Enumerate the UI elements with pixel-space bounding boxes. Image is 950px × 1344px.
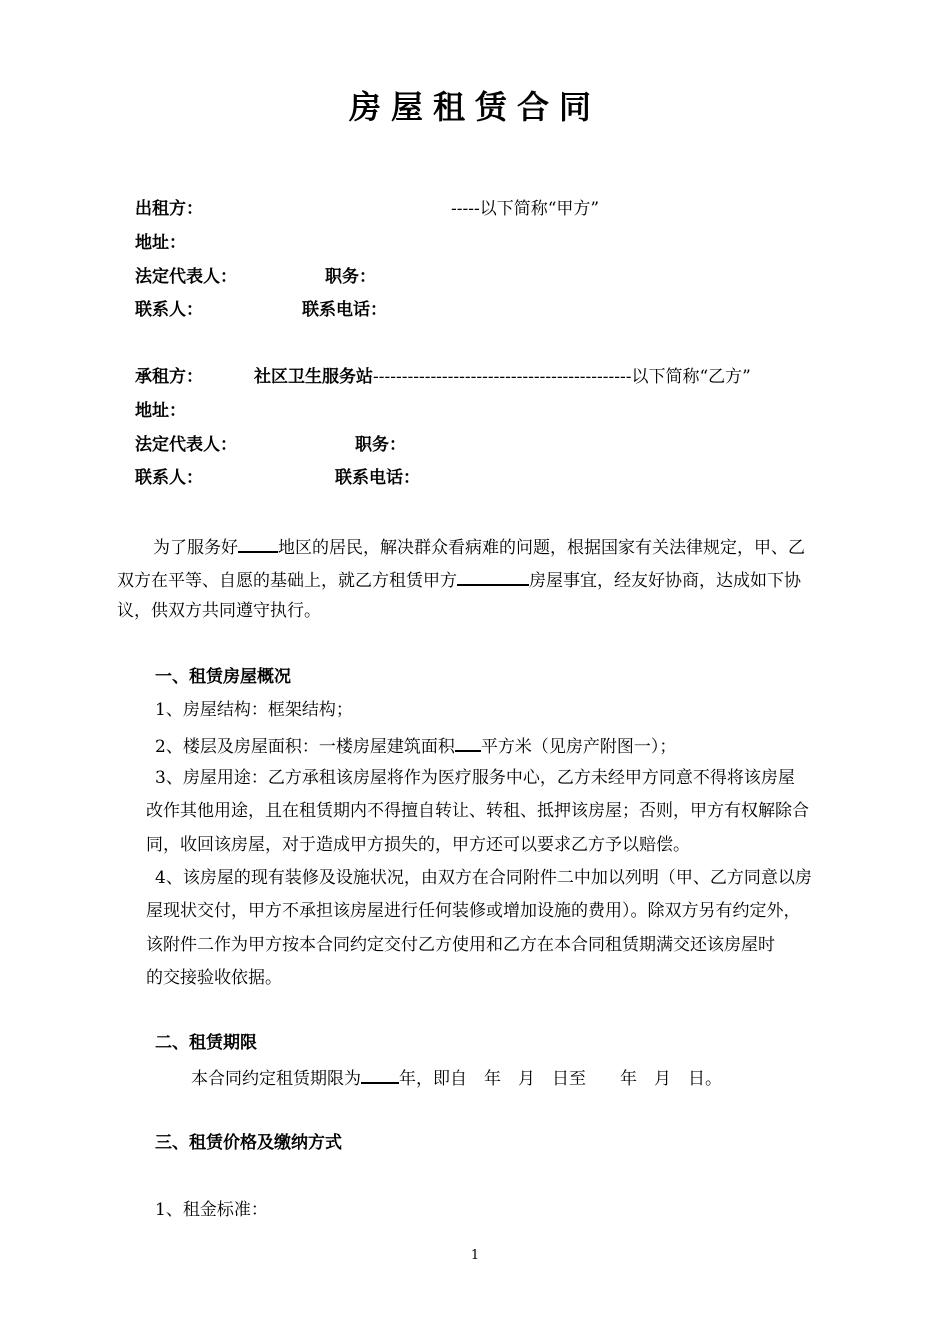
lessee-line (254, 366, 751, 388)
page-number: 1 (470, 1248, 480, 1263)
section-1-item-4-line-4: 的交接验收依据。 (146, 968, 282, 988)
document-title: 房屋租赁合同 (348, 88, 601, 126)
section-2-text: 本合同约定租赁期限为 年，即自 年 月 日至 年 月 日。 (191, 1065, 722, 1090)
section-1-item-2: 2、楼层及房屋面积：一楼房屋建筑面积 平方米（见房产附图一）； (155, 733, 676, 758)
lessor-address-label: 地址： (135, 233, 186, 253)
lessor-contact-label: 联系人： (135, 300, 203, 320)
section-1-item-3-line-2: 改作其他用途，且在租赁期内不得擅自转让、转租、抵押该房屋；否则，甲方有权解除合 (146, 801, 809, 821)
blank-property-field (457, 567, 529, 586)
lessee-alias: ---------------------------------------------以下简称“乙方” (373, 367, 751, 387)
lessor-rep-label: 法定代表人： (135, 267, 237, 287)
blank-area-field (238, 534, 278, 553)
blank-term-years-field (361, 1065, 399, 1084)
lessor-position-label: 职务： (325, 267, 376, 287)
lessor-label: 出租方： (135, 199, 203, 219)
section-1-item-3-line-3: 同，收回该房屋，对于造成甲方损失的，甲方还可以要求乙方予以赔偿。 (146, 835, 690, 855)
section-1-item-4-line-3: 该附件二作为甲方按本合同约定交付乙方使用和乙方在本合同租赁期满交还该房屋时 (146, 935, 775, 955)
intro-line-2: 双方在平等、自愿的基础上，就乙方租赁甲方 房屋事宜，经友好协商，达成如下协 (117, 567, 801, 592)
blank-area-size-field (455, 733, 481, 752)
section-1-item-1: 1、房屋结构：框架结构； (155, 700, 353, 720)
intro-line-1: 为了服务好 地区的居民，解决群众看病难的问题，根据国家有关法律规定，甲、乙 (153, 534, 805, 559)
lessor-phone-label: 联系电话： (302, 300, 387, 320)
section-1-heading: 一、租赁房屋概况 (155, 667, 291, 687)
section-3-heading: 三、租赁价格及缴纳方式 (155, 1133, 342, 1153)
section-1-item-4-line-2: 屋现状交付，甲方不承担该房屋进行任何装修或增加设施的费用）。除双方另有约定外， (146, 901, 801, 921)
lessee-position-label: 职务： (355, 435, 406, 455)
lessor-alias: -----以下简称“甲方” (451, 199, 600, 219)
lessee-contact-label: 联系人： (135, 468, 203, 488)
lessee-rep-label: 法定代表人： (135, 435, 237, 455)
section-1-item-3-line-1: 3、房屋用途：乙方承租该房屋将作为医疗服务中心，乙方未经甲方同意不得将该房屋 (155, 768, 795, 788)
lessee-name: 社区卫生服务站 (254, 367, 373, 387)
lessee-address-label: 地址： (135, 401, 186, 421)
section-1-item-4-line-1: 4、该房屋的现有装修及设施状况，由双方在合同附件二中加以列明（甲、乙方同意以房 (155, 868, 812, 888)
section-2-heading: 二、租赁期限 (155, 1033, 257, 1053)
section-3-item-1: 1、租金标准： (155, 1200, 268, 1220)
lessee-label: 承租方： (135, 367, 203, 387)
lessee-phone-label: 联系电话： (335, 468, 420, 488)
intro-line-3: 议，供双方共同遵守执行。 (117, 601, 321, 621)
